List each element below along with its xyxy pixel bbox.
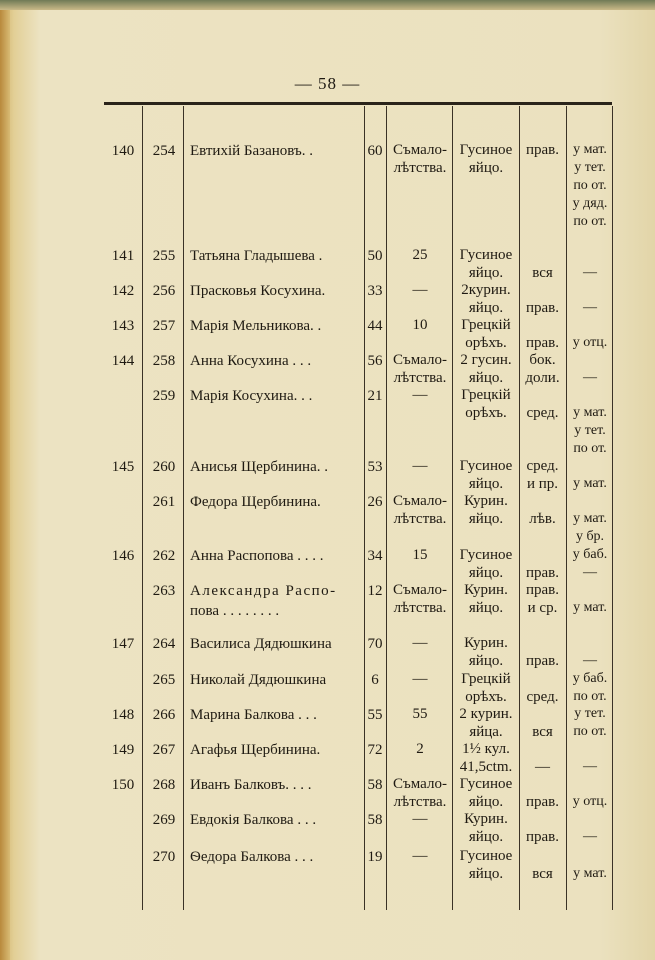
family-number: 147 bbox=[111, 636, 135, 652]
column-divider bbox=[183, 106, 184, 910]
person-name bbox=[190, 386, 362, 406]
side-column bbox=[519, 740, 566, 776]
comparison-column-line: орѣхъ. bbox=[465, 405, 507, 421]
comparison-column bbox=[452, 281, 520, 317]
size-column-line: лѣтства. bbox=[393, 160, 447, 176]
side-column bbox=[519, 775, 566, 811]
size-column-line: Съмало- bbox=[393, 142, 447, 158]
person-name bbox=[190, 705, 362, 725]
person-name bbox=[190, 492, 362, 512]
side-column-line bbox=[519, 775, 566, 793]
size-column-line: — bbox=[412, 671, 428, 687]
family-number: 146 bbox=[111, 548, 135, 564]
relation-column bbox=[566, 457, 614, 493]
family-number: 149 bbox=[111, 742, 135, 758]
comparison-column-line: Гусиное bbox=[459, 458, 513, 474]
person-number: 254 bbox=[152, 143, 176, 159]
comparison-column bbox=[452, 351, 520, 387]
relation-column-line: по от. bbox=[573, 214, 607, 229]
side-column-line: прав. bbox=[525, 582, 560, 598]
relation-column-line: у тет. bbox=[574, 423, 606, 438]
comparison-column bbox=[452, 316, 520, 352]
side-column bbox=[519, 546, 566, 582]
person-name bbox=[190, 246, 362, 266]
size-column-line: 2 bbox=[416, 741, 424, 757]
side-column-line: — bbox=[535, 759, 550, 775]
comparison-column-line: орѣхъ. bbox=[465, 335, 507, 351]
age: 33 bbox=[367, 283, 383, 299]
person-number: 261 bbox=[152, 494, 176, 510]
size-column bbox=[386, 775, 454, 811]
side-column bbox=[519, 141, 566, 159]
comparison-column-line: яйцо. bbox=[468, 653, 504, 669]
relation-column-line bbox=[566, 847, 614, 865]
side-column-line bbox=[519, 316, 566, 334]
comparison-column-line: яйца. bbox=[469, 724, 503, 740]
comparison-column-line: 1½ кул. bbox=[462, 741, 510, 757]
person-number: 267 bbox=[152, 742, 176, 758]
side-column bbox=[519, 634, 566, 670]
person-name-line: Евтихій Базановъ. . bbox=[190, 143, 313, 159]
person-name bbox=[190, 141, 362, 161]
side-column-line bbox=[519, 810, 566, 828]
comparison-column-line: яйцо. bbox=[468, 160, 504, 176]
family-number: 141 bbox=[111, 248, 135, 264]
size-column-line: 15 bbox=[412, 547, 428, 563]
person-name-line: Марина Балкова . . . bbox=[190, 707, 317, 723]
size-column bbox=[386, 492, 454, 528]
age: 44 bbox=[367, 318, 383, 334]
side-column-line: и ср. bbox=[527, 600, 558, 616]
side-column-line bbox=[519, 847, 566, 865]
comparison-column-line: яйцо. bbox=[468, 829, 504, 845]
family-number: 140 bbox=[111, 143, 135, 159]
person-number: 268 bbox=[152, 777, 176, 793]
relation-column-line: у мат. bbox=[573, 476, 607, 491]
age: 70 bbox=[367, 636, 383, 652]
size-column bbox=[386, 141, 454, 177]
age: 12 bbox=[367, 583, 383, 599]
side-column-line: прав. bbox=[525, 300, 560, 316]
side-column-line: лѣв. bbox=[529, 511, 556, 527]
size-column-line: Съмало- bbox=[393, 582, 447, 598]
comparison-column-line: Гусиное bbox=[459, 142, 513, 158]
side-column-line bbox=[519, 740, 566, 758]
person-name-line: Федора Щербинина. bbox=[190, 494, 321, 510]
relation-column-line: у отц. bbox=[572, 794, 608, 809]
side-column-line bbox=[519, 386, 566, 404]
size-column bbox=[386, 316, 454, 334]
side-column bbox=[519, 670, 566, 706]
table-top-rule bbox=[104, 102, 612, 105]
relation-column-line bbox=[566, 386, 614, 404]
side-column bbox=[519, 581, 566, 617]
size-column bbox=[386, 351, 454, 387]
page-spine-edge bbox=[0, 0, 10, 960]
side-column bbox=[519, 492, 566, 528]
person-name bbox=[190, 775, 362, 795]
side-column bbox=[519, 386, 566, 422]
relation-column bbox=[566, 281, 614, 317]
age: 53 bbox=[367, 459, 383, 475]
person-name-line: Анна Косухина . . . bbox=[190, 353, 312, 369]
relation-column bbox=[566, 740, 614, 776]
side-column-line: прав. bbox=[525, 565, 560, 581]
relation-column bbox=[566, 775, 614, 811]
age: 19 bbox=[367, 849, 383, 865]
person-name bbox=[190, 740, 362, 760]
comparison-column-line: яйцо. bbox=[468, 300, 504, 316]
person-name-line: Прасковья Косухина. bbox=[190, 283, 326, 299]
relation-column-line bbox=[566, 492, 614, 510]
person-number: 270 bbox=[152, 849, 176, 865]
size-column-line: — bbox=[412, 387, 428, 403]
comparison-column-line: яйцо. bbox=[468, 265, 504, 281]
comparison-column-line: Курин. bbox=[464, 582, 508, 598]
size-column-line: — bbox=[412, 282, 428, 298]
relation-column-line: у мат. bbox=[573, 142, 607, 157]
size-column bbox=[386, 281, 454, 299]
relation-column-line: по от. bbox=[573, 724, 607, 739]
side-column-line: прав. bbox=[525, 142, 560, 158]
side-column-line bbox=[519, 705, 566, 723]
side-column-line: и пр. bbox=[526, 476, 559, 492]
person-number: 262 bbox=[152, 548, 176, 564]
person-number: 260 bbox=[152, 459, 176, 475]
person-name bbox=[190, 670, 362, 690]
page-top-edge bbox=[0, 0, 655, 10]
comparison-column-line: 2 гусин. bbox=[460, 352, 512, 368]
side-column-line: сред. bbox=[526, 689, 559, 705]
comparison-column bbox=[452, 740, 520, 776]
size-column-line: лѣтства. bbox=[393, 794, 447, 810]
person-name-line: Анна Распопова . . . . bbox=[190, 548, 324, 564]
person-number: 269 bbox=[152, 812, 176, 828]
comparison-column bbox=[452, 775, 520, 811]
person-name-line: Иванъ Балковъ. . . . bbox=[190, 777, 312, 793]
size-column bbox=[386, 740, 454, 758]
person-number: 259 bbox=[152, 388, 176, 404]
page-number: — 58 — bbox=[294, 74, 361, 93]
size-column-line: лѣтства. bbox=[393, 600, 447, 616]
person-number: 265 bbox=[152, 672, 176, 688]
relation-column-line: у мат. bbox=[573, 511, 607, 526]
family-number: 150 bbox=[111, 777, 135, 793]
comparison-column bbox=[452, 246, 520, 282]
family-number: 145 bbox=[111, 459, 135, 475]
size-column-line: 25 bbox=[412, 247, 428, 263]
person-name-line: Василиса Дядюшкина bbox=[190, 636, 332, 652]
relation-column-line: у тет. bbox=[574, 706, 606, 721]
person-name bbox=[190, 810, 362, 830]
relation-column-line bbox=[566, 316, 614, 334]
relation-column bbox=[566, 141, 614, 231]
age: 6 bbox=[371, 672, 379, 688]
person-number: 256 bbox=[152, 283, 176, 299]
column-divider bbox=[142, 106, 143, 910]
person-name-line: Марія Косухина. . . bbox=[190, 388, 313, 404]
relation-column-line bbox=[566, 634, 614, 652]
relation-column-line: — bbox=[583, 265, 597, 280]
relation-column-line: — bbox=[583, 653, 597, 668]
comparison-column bbox=[452, 705, 520, 741]
age: 72 bbox=[367, 742, 383, 758]
size-column-line: лѣтства. bbox=[393, 370, 447, 386]
relation-column bbox=[566, 847, 614, 883]
relation-column-line bbox=[566, 281, 614, 299]
relation-column-line: — bbox=[583, 829, 597, 844]
family-number: 144 bbox=[111, 353, 135, 369]
relation-column-line bbox=[566, 457, 614, 475]
person-name-line: пова . . . . . . . . bbox=[190, 603, 280, 619]
relation-column bbox=[566, 351, 614, 387]
person-name bbox=[190, 546, 362, 566]
size-column bbox=[386, 386, 454, 404]
age: 58 bbox=[367, 812, 383, 828]
side-column bbox=[519, 246, 566, 282]
relation-column-line bbox=[566, 246, 614, 264]
side-column bbox=[519, 457, 566, 493]
family-number: 143 bbox=[111, 318, 135, 334]
size-column-line: 10 bbox=[412, 317, 428, 333]
relation-column-line: у дяд. bbox=[572, 196, 608, 211]
relation-column-line bbox=[566, 740, 614, 758]
comparison-column-line: Курин. bbox=[464, 493, 508, 509]
relation-column bbox=[566, 581, 614, 617]
comparison-column bbox=[452, 670, 520, 706]
size-column-line: — bbox=[412, 811, 428, 827]
comparison-column-line: Гусиное bbox=[459, 547, 513, 563]
size-column-line: Съмало- bbox=[393, 352, 447, 368]
age: 60 bbox=[367, 143, 383, 159]
person-name bbox=[190, 847, 362, 867]
comparison-column-line: орѣхъ. bbox=[465, 689, 507, 705]
comparison-column bbox=[452, 386, 520, 422]
family-number: 148 bbox=[111, 707, 135, 723]
age: 55 bbox=[367, 707, 383, 723]
age: 26 bbox=[367, 494, 383, 510]
relation-column bbox=[566, 670, 614, 706]
person-name-line: Татьяна Гладышева . bbox=[190, 248, 323, 264]
comparison-column-line: 2 курин. bbox=[459, 706, 513, 722]
size-column bbox=[386, 546, 454, 564]
relation-column-line: у мат. bbox=[573, 600, 607, 615]
side-column-line bbox=[519, 670, 566, 688]
side-column bbox=[519, 351, 566, 387]
side-column bbox=[519, 847, 566, 883]
relation-column-line: у баб. bbox=[572, 547, 608, 562]
side-column bbox=[519, 281, 566, 317]
size-column bbox=[386, 670, 454, 688]
relation-column-line: у мат. bbox=[573, 866, 607, 881]
relation-column-line bbox=[566, 581, 614, 599]
side-column-line: прав. bbox=[525, 829, 560, 845]
side-column-line: вся bbox=[532, 866, 553, 882]
age: 56 bbox=[367, 353, 383, 369]
relation-column bbox=[566, 705, 614, 741]
comparison-column-line: яйцо. bbox=[468, 370, 504, 386]
side-column-line: сред. bbox=[526, 458, 559, 474]
comparison-column bbox=[452, 810, 520, 846]
person-name-line: Евдокія Балкова . . . bbox=[190, 812, 317, 828]
person-name bbox=[190, 457, 362, 477]
relation-column-line bbox=[566, 810, 614, 828]
side-column bbox=[519, 705, 566, 741]
relation-column-line: по от. bbox=[573, 689, 607, 704]
comparison-column bbox=[452, 581, 520, 617]
size-column bbox=[386, 810, 454, 828]
side-column-line bbox=[519, 634, 566, 652]
comparison-column-line: яйцо. bbox=[468, 476, 504, 492]
relation-column-line: — bbox=[583, 565, 597, 580]
comparison-column-line: 2курин. bbox=[461, 282, 511, 298]
comparison-column-line: Гусиное bbox=[459, 247, 513, 263]
relation-column-line bbox=[566, 775, 614, 793]
comparison-column-line: яйцо. bbox=[468, 565, 504, 581]
comparison-column-line: Грецкій bbox=[461, 387, 511, 403]
comparison-column-line: Курин. bbox=[464, 635, 508, 651]
relation-column-line: у мат. bbox=[573, 405, 607, 420]
relation-column-line: по от. bbox=[573, 178, 607, 193]
size-column bbox=[386, 847, 454, 865]
comparison-column-line: 41,5ctm. bbox=[459, 759, 513, 775]
size-column-line: Съмало- bbox=[393, 776, 447, 792]
comparison-column-line: яйцо. bbox=[468, 600, 504, 616]
person-number: 263 bbox=[152, 583, 176, 599]
size-column bbox=[386, 705, 454, 723]
relation-column-line: у тет. bbox=[574, 160, 606, 175]
side-column-line: бок. bbox=[529, 352, 556, 368]
relation-column bbox=[566, 810, 614, 846]
person-number: 264 bbox=[152, 636, 176, 652]
person-number: 255 bbox=[152, 248, 176, 264]
size-column-line: лѣтства. bbox=[393, 511, 447, 527]
person-name bbox=[190, 281, 362, 301]
relation-column-line: по от. bbox=[573, 441, 607, 456]
side-column-line: вся bbox=[532, 724, 553, 740]
age: 34 bbox=[367, 548, 383, 564]
comparison-column bbox=[452, 546, 520, 582]
comparison-column bbox=[452, 457, 520, 493]
comparison-column bbox=[452, 141, 520, 177]
side-column-line bbox=[519, 492, 566, 510]
size-column-line: 55 bbox=[412, 706, 428, 722]
side-column bbox=[519, 316, 566, 352]
comparison-column-line: Грецкій bbox=[461, 317, 511, 333]
relation-column bbox=[566, 492, 614, 546]
comparison-column bbox=[452, 492, 520, 528]
side-column bbox=[519, 810, 566, 846]
size-column bbox=[386, 581, 454, 617]
side-column-line: прав. bbox=[525, 794, 560, 810]
age: 21 bbox=[367, 388, 383, 404]
comparison-column bbox=[452, 634, 520, 670]
size-column bbox=[386, 457, 454, 475]
side-column-line: сред. bbox=[526, 405, 559, 421]
person-name bbox=[190, 581, 362, 621]
comparison-column-line: яйцо. bbox=[468, 794, 504, 810]
relation-column bbox=[566, 316, 614, 352]
relation-column-line: у бр. bbox=[575, 529, 605, 544]
size-column bbox=[386, 246, 454, 264]
relation-column-line: — bbox=[583, 759, 597, 774]
comparison-column-line: Гусиное bbox=[459, 776, 513, 792]
relation-column bbox=[566, 634, 614, 670]
size-column-line: — bbox=[412, 635, 428, 651]
person-name-line: Анисья Щербинина. . bbox=[190, 459, 328, 475]
person-name-line: Ѳедора Балкова . . . bbox=[190, 849, 314, 865]
relation-column-line: — bbox=[583, 300, 597, 315]
side-column-line: прав. bbox=[525, 335, 560, 351]
relation-column-line bbox=[566, 351, 614, 369]
side-column-line: вся bbox=[532, 265, 553, 281]
relation-column-line: у отц. bbox=[572, 335, 608, 350]
side-column-line bbox=[519, 546, 566, 564]
person-name-line: Николай Дядюшкина bbox=[190, 672, 327, 688]
comparison-column-line: Курин. bbox=[464, 811, 508, 827]
person-name bbox=[190, 634, 362, 654]
person-number: 257 bbox=[152, 318, 176, 334]
person-name-line: Марія Мельникова. . bbox=[190, 318, 322, 334]
relation-column bbox=[566, 546, 614, 582]
side-column-line: прав. bbox=[525, 653, 560, 669]
person-name bbox=[190, 316, 362, 336]
size-column-line: — bbox=[412, 458, 428, 474]
family-number: 142 bbox=[111, 283, 135, 299]
side-column-line: доли. bbox=[525, 370, 560, 386]
person-name bbox=[190, 351, 362, 371]
comparison-column-line: яйцо. bbox=[468, 511, 504, 527]
comparison-column-line: Гусиное bbox=[459, 848, 513, 864]
comparison-column-line: Грецкій bbox=[461, 671, 511, 687]
side-column-line bbox=[519, 281, 566, 299]
size-column bbox=[386, 634, 454, 652]
age: 50 bbox=[367, 248, 383, 264]
person-name-line: Александра Распо- bbox=[190, 583, 337, 599]
relation-column bbox=[566, 386, 614, 458]
person-number: 258 bbox=[152, 353, 176, 369]
relation-column bbox=[566, 246, 614, 282]
size-column-line: — bbox=[412, 848, 428, 864]
person-name-line: Агафья Щербинина. bbox=[190, 742, 321, 758]
person-number: 266 bbox=[152, 707, 176, 723]
relation-column-line: — bbox=[583, 370, 597, 385]
side-column-line bbox=[519, 246, 566, 264]
relation-column-line: у баб. bbox=[572, 671, 608, 686]
age: 58 bbox=[367, 777, 383, 793]
size-column-line: Съмало- bbox=[393, 493, 447, 509]
comparison-column bbox=[452, 847, 520, 883]
comparison-column-line: яйцо. bbox=[468, 866, 504, 882]
